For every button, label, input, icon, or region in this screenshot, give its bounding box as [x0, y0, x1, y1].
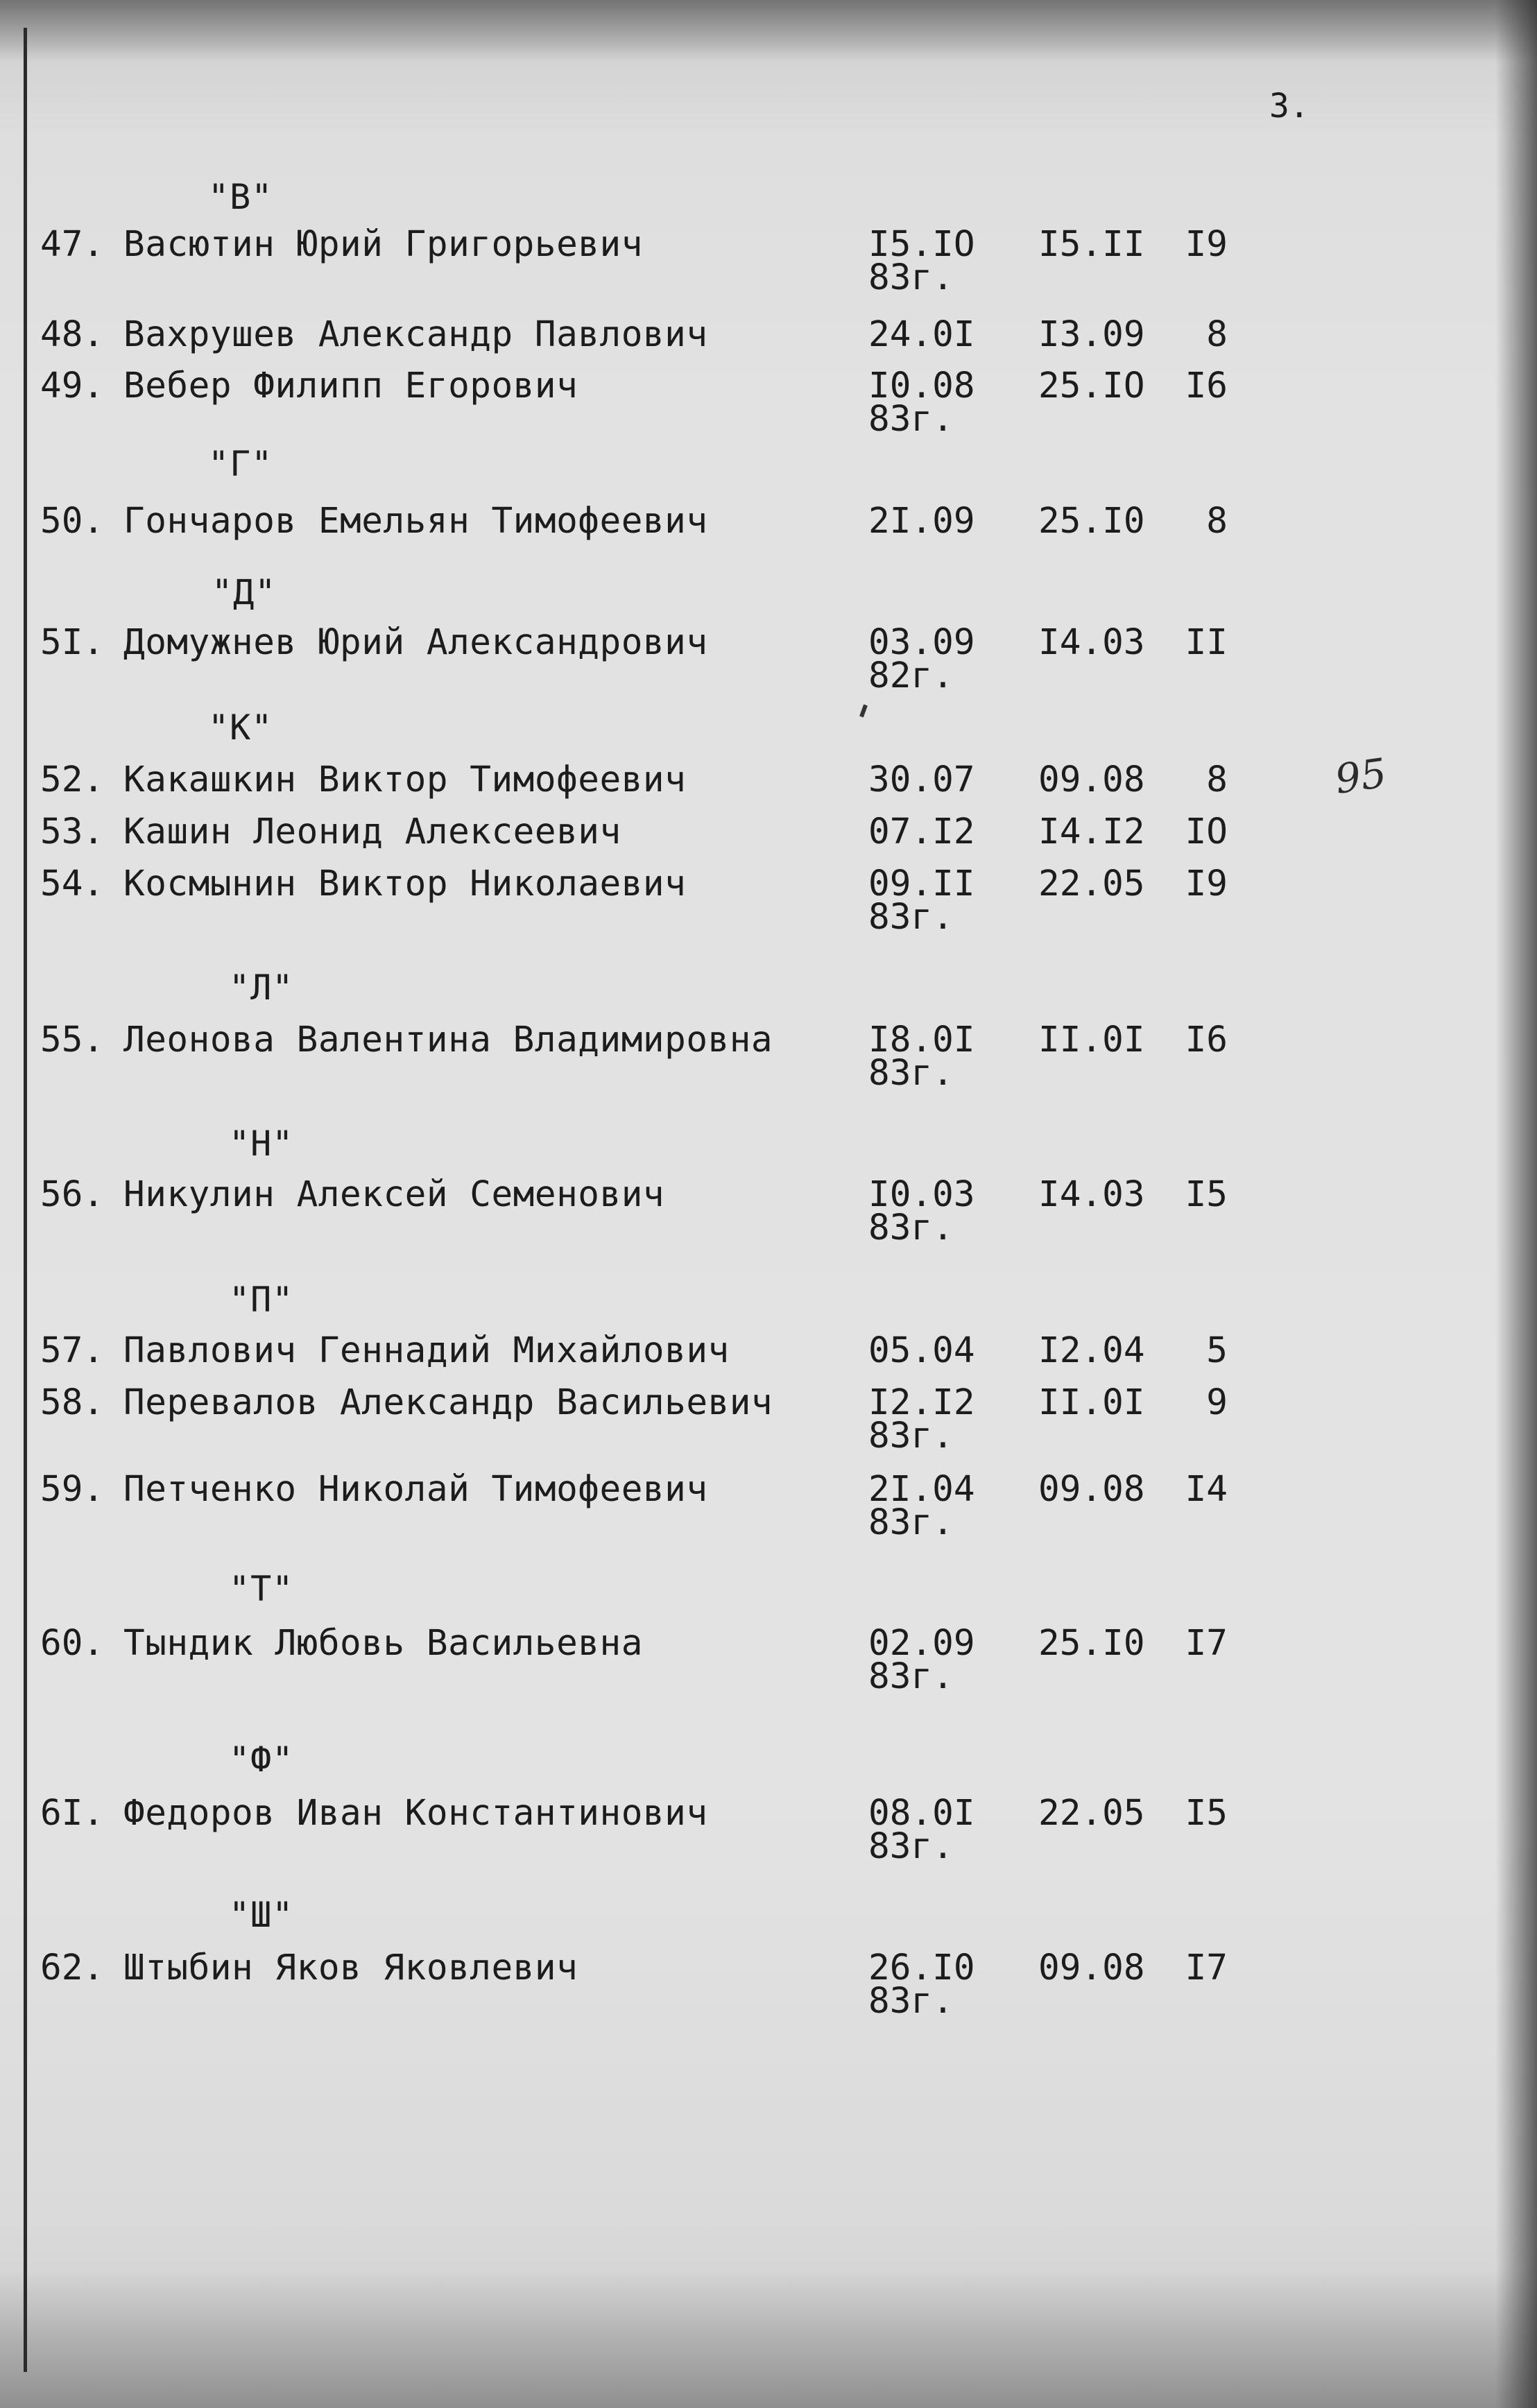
entry-number: 58.	[40, 1382, 105, 1423]
section-letter: "В"	[208, 177, 273, 217]
entry-name: Никулин Алексей Семенович	[123, 1174, 665, 1215]
entry-date-end: I5.II	[1038, 224, 1145, 265]
section-letter: "Л"	[229, 968, 294, 1008]
entry-name: Кашин Леонид Алексеевич	[123, 811, 621, 852]
scan-bottom-shadow	[0, 2269, 1537, 2408]
entry-number: 59.	[40, 1469, 105, 1510]
entry-count: 5	[1206, 1330, 1228, 1371]
entry-date-start: 05.04	[868, 1330, 975, 1371]
entry-year: 83г.	[868, 1053, 954, 1094]
entry-count: I9	[1185, 863, 1228, 904]
entry-date-start: 08.0I	[868, 1793, 975, 1834]
entry-year: 83г.	[868, 257, 954, 298]
entry-name: Павлович Геннадий Михайлович	[123, 1330, 730, 1371]
entry-name: Какашкин Виктор Тимофеевич	[123, 759, 687, 800]
entry-name: Космынин Виктор Николаевич	[123, 863, 687, 904]
entry-number: 50.	[40, 501, 105, 542]
entry-date-start: 26.I0	[868, 1947, 975, 1988]
entry-date-end: 09.08	[1038, 1947, 1145, 1988]
entry-year: 83г.	[868, 1826, 954, 1867]
entry-date-end: 09.08	[1038, 759, 1145, 800]
entry-date-end: 22.05	[1038, 863, 1145, 904]
entry-date-start: 30.07	[868, 759, 975, 800]
entry-year: 83г.	[868, 1502, 954, 1543]
entry-date-end: I4.I2	[1038, 811, 1145, 852]
entry-date-start: 03.09	[868, 622, 975, 663]
entry-number: 52.	[40, 759, 105, 800]
entry-name: Гончаров Емельян Тимофеевич	[123, 501, 708, 542]
entry-count: 8	[1206, 759, 1228, 800]
entry-date-end: 09.08	[1038, 1469, 1145, 1510]
entry-date-start: I5.IO	[868, 224, 975, 265]
entry-number: 60.	[40, 1623, 105, 1664]
entry-name: Вахрушев Александр Павлович	[123, 314, 708, 355]
entry-year: 83г.	[868, 1981, 954, 2022]
entry-number: 49.	[40, 366, 105, 406]
entry-name: Федоров Иван Константинович	[123, 1793, 708, 1834]
entry-date-start: I8.0I	[868, 1020, 975, 1060]
entry-count: I7	[1185, 1623, 1228, 1664]
scan-top-shadow	[0, 0, 1537, 62]
entry-date-start: 24.0I	[868, 314, 975, 355]
entry-year: 83г.	[868, 399, 954, 440]
entry-name: Васютин Юрий Григорьевич	[123, 224, 643, 265]
entry-number: 55.	[40, 1020, 105, 1060]
entry-number: 6I.	[40, 1793, 105, 1834]
entry-count: II	[1185, 622, 1228, 663]
entry-date-end: I4.03	[1038, 622, 1145, 663]
entry-name: Леонова Валентина Владимировна	[123, 1020, 773, 1060]
entry-count: I5	[1185, 1793, 1228, 1834]
entry-name: Штыбин Яков Яковлевич	[123, 1947, 578, 1988]
entry-date-end: I2.04	[1038, 1330, 1145, 1371]
entry-name: Тындик Любовь Васильевна	[123, 1623, 643, 1664]
entry-year: 83г.	[868, 1416, 954, 1456]
entry-number: 62.	[40, 1947, 105, 1988]
entry-number: 56.	[40, 1174, 105, 1215]
entry-count: I5	[1185, 1174, 1228, 1215]
entry-date-end: II.0I	[1038, 1382, 1145, 1423]
section-letter: "Ш"	[229, 1895, 294, 1935]
section-letter: "Г"	[208, 444, 273, 484]
entry-count: 8	[1206, 314, 1228, 355]
section-letter: "Н"	[229, 1124, 294, 1164]
entry-number: 57.	[40, 1330, 105, 1371]
handwritten-note: 95	[1332, 749, 1390, 803]
entry-name: Перевалов Александр Васильевич	[123, 1382, 773, 1423]
entry-date-end: II.0I	[1038, 1020, 1145, 1060]
entry-number: 54.	[40, 863, 105, 904]
entry-date-start: 2I.04	[868, 1469, 975, 1510]
entry-count: I7	[1185, 1947, 1228, 1988]
section-letter: "П"	[229, 1280, 294, 1320]
entry-name: Вебер Филипп Егорович	[123, 366, 578, 406]
entry-date-start: 02.09	[868, 1623, 975, 1664]
entry-date-end: I3.09	[1038, 314, 1145, 355]
scan-right-shadow	[1495, 0, 1537, 2408]
entry-count: IO	[1185, 811, 1228, 852]
entry-date-start: I2.I2	[868, 1382, 975, 1423]
entry-count: 9	[1206, 1382, 1228, 1423]
entry-year: 83г.	[868, 1656, 954, 1697]
entry-date-end: 25.I0	[1038, 501, 1145, 542]
entry-name: Домужнев Юрий Александрович	[123, 622, 708, 663]
entry-date-start: I0.08	[868, 366, 975, 406]
binding-line	[24, 28, 27, 2372]
entry-date-end: 25.I0	[1038, 1623, 1145, 1664]
entry-year: 83г.	[868, 897, 954, 938]
entry-year: 83г.	[868, 1207, 954, 1248]
entry-number: 5I.	[40, 622, 105, 663]
section-letter: "Т"	[229, 1569, 294, 1609]
entry-date-start: 07.I2	[868, 811, 975, 852]
entry-date-end: I4.03	[1038, 1174, 1145, 1215]
section-letter: "Ф"	[229, 1739, 294, 1780]
entry-year: 82г.	[868, 655, 954, 696]
entry-number: 53.	[40, 811, 105, 852]
entry-date-end: 25.IO	[1038, 366, 1145, 406]
entry-name: Петченко Николай Тимофеевич	[123, 1469, 708, 1510]
section-letter: "Д"	[212, 572, 277, 612]
section-letter: "К"	[208, 707, 273, 748]
entry-date-start: 2I.09	[868, 501, 975, 542]
entry-count: I4	[1185, 1469, 1228, 1510]
entry-number: 48.	[40, 314, 105, 355]
ink-speck	[859, 705, 868, 718]
entry-date-end: 22.05	[1038, 1793, 1145, 1834]
page-number: 3.	[1269, 87, 1310, 126]
entry-date-start: I0.03	[868, 1174, 975, 1215]
entry-number: 47.	[40, 224, 105, 265]
entry-count: 8	[1206, 501, 1228, 542]
entry-date-start: 09.II	[868, 863, 975, 904]
entry-count: I9	[1185, 224, 1228, 265]
entry-count: I6	[1185, 1020, 1228, 1060]
entry-count: I6	[1185, 366, 1228, 406]
